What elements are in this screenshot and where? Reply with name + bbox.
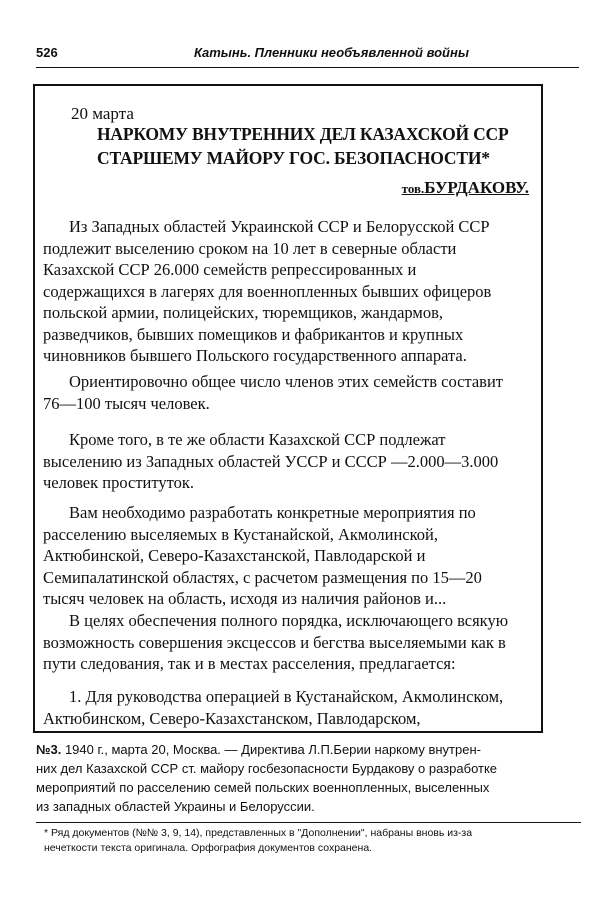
- document-frame: [33, 84, 543, 733]
- paragraph-line: Семипалатинской областях, с расчетом размещения по 15—20: [43, 567, 482, 587]
- paragraph-line: пути следования, так и в местах расселения, предлагается:: [43, 654, 456, 673]
- paragraph-line: Кроме того, в те же области Казахской ССР подлежат: [69, 430, 446, 449]
- paragraph-line: 76—100 тысяч человек.: [43, 393, 210, 413]
- addressee-line: НАРКОМУ ВНУТРЕННИХ ДЕЛ КАЗАХСКОЙ ССР: [97, 124, 509, 144]
- paragraph: [43, 429, 539, 494]
- caption-text: 1940 г., марта 20, Москва. — Директива Л.П.Берии наркому внутрен-: [61, 742, 481, 757]
- caption-doc-number: №3.: [36, 742, 62, 757]
- paragraph-line: подлежит выселению сроком на 10 лет в северные области: [43, 238, 457, 258]
- paragraph-line: Казахской ССР 26.000 семейств репрессированных и: [43, 260, 417, 279]
- paragraph-line: чиновников бывшего Польского государственного аппарата.: [43, 346, 467, 365]
- paragraph-line: Вам необходимо разработать конкретные мероприятия по: [69, 503, 476, 522]
- paragraph-line: возможность совершения эксцессов и бегства выселяемыми как в: [43, 632, 506, 652]
- paragraph-line: польской армии, полицейских, тюремщиков, жандармов,: [43, 303, 444, 322]
- footnote-line: нечеткости текста оригинала. Орфография документов сохранена.: [44, 842, 373, 854]
- caption-line: мероприятий по расселению семей польских военнопленных, выселенных: [36, 780, 490, 795]
- paragraph-line: разведчиков, бывших помещиков и фабрикантов и крупных: [43, 324, 464, 344]
- addressee: [97, 122, 508, 170]
- paragraph-line: тысяч человек на область, исходя из наличия районов и...: [43, 589, 447, 608]
- footnote: [44, 826, 584, 856]
- paragraph-line: выселению из Западных областей УССР и СССР —2.000—3.000: [43, 451, 499, 471]
- page-number: 526: [36, 45, 58, 60]
- recipient-prefix: тов.: [401, 181, 425, 196]
- document-caption: [36, 740, 581, 816]
- paragraph: [43, 371, 539, 414]
- paragraph: [43, 502, 539, 610]
- document-date: 20 марта: [71, 104, 134, 123]
- paragraph-line: Актюбинской, Северо-Казахстанской, Павлодарской и: [43, 546, 426, 565]
- paragraph: [43, 610, 539, 675]
- caption-line: [36, 740, 581, 759]
- addressee-line: СТАРШЕМУ МАЙОРУ ГОС. БЕЗОПАСНОСТИ*: [97, 148, 490, 168]
- paragraph-line: 1. Для руководства операцией в Кустанайском, Акмолинском,: [69, 687, 504, 706]
- recipient: [402, 178, 529, 198]
- caption-line: из западных областей Украины и Белоруссии.: [36, 799, 315, 814]
- page-header: [36, 43, 576, 63]
- paragraph-line: Ориентировочно общее число членов этих семейств составит: [69, 372, 503, 391]
- header-rule: [36, 67, 579, 68]
- footnote-rule: [36, 822, 581, 823]
- recipient-name: БУРДАКОВУ.: [424, 178, 529, 197]
- paragraph-line: содержащихся в лагерях для военнопленных бывших офицеров: [43, 281, 492, 301]
- paragraph-line: Из Западных областей Украинской ССР и Белорусской ССР: [69, 217, 490, 236]
- caption-line: них дел Казахской ССР ст. майору госбезопасности Бурдакову о разработке: [36, 761, 498, 776]
- paragraph-line: расселению выселяемых в Кустанайской, Акмолинской,: [43, 524, 439, 544]
- paragraph-line: Актюбинском, Северо-Казахстанском, Павлодарском,: [43, 708, 421, 728]
- running-title: Катынь. Пленники необъявленной войны: [194, 45, 469, 60]
- paragraph-line: В целях обеспечения полного порядка, исключающего всякую: [69, 611, 509, 630]
- paragraph: [43, 686, 539, 729]
- paragraph-line: человек проституток.: [43, 473, 194, 492]
- paragraph: [43, 216, 539, 367]
- footnote-line: * Ряд документов (№№ 3, 9, 14), представленных в "Дополнении", набраны вновь из-за: [44, 827, 473, 839]
